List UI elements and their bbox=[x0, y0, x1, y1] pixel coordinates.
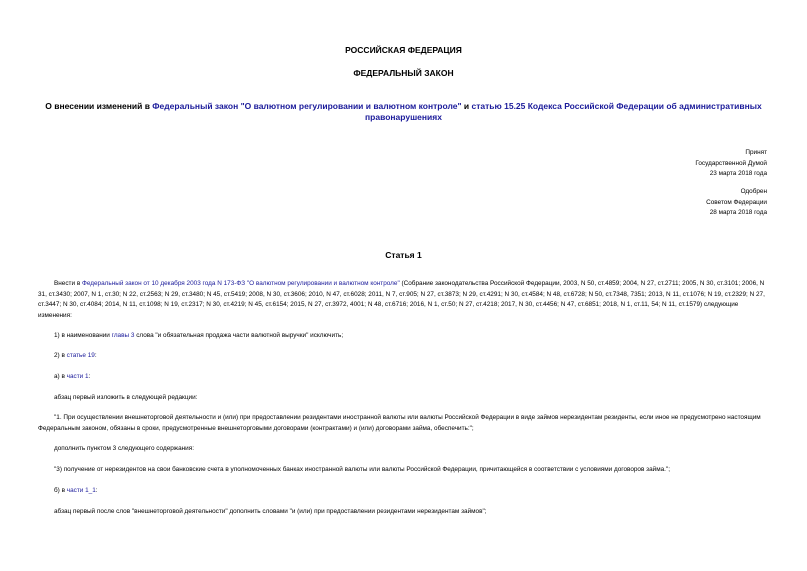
intro-pre: Внести в bbox=[54, 280, 82, 287]
title-mid: и bbox=[461, 101, 472, 111]
title-link-koap-article[interactable]: статью 15.25 Кодекса Российской Федерации об административных правонарушениях bbox=[365, 101, 762, 122]
part-1-1-amendment: абзац первый после слов "внешнеторговой деятельности" дополнить словами "и (или) при предоставлении резидентами нерезидентам займов"; bbox=[54, 508, 487, 515]
law-title bbox=[40, 101, 767, 123]
item-2a bbox=[38, 372, 786, 383]
item-2 bbox=[38, 351, 786, 362]
adopted-line-2: Государственной Думой bbox=[695, 159, 767, 167]
adopted-line-1: Принят bbox=[745, 149, 767, 156]
title-pre: О внесении изменений в bbox=[45, 101, 153, 111]
item-2b-post: : bbox=[95, 487, 98, 494]
approved-block bbox=[706, 187, 767, 219]
part-1-1-link[interactable]: части 1_1 bbox=[66, 487, 96, 494]
article-19-link[interactable]: статье 19 bbox=[66, 352, 95, 359]
adopted-line-3: 23 марта 2018 года bbox=[709, 170, 767, 177]
law-type-heading: ФЕДЕРАЛЬНЫЙ ЗАКОН bbox=[353, 68, 454, 78]
part-1-link[interactable]: части 1 bbox=[66, 373, 89, 380]
intro-law-link[interactable]: Федеральный закон от 10 декабря 2003 года N 173-ФЗ "О валютном регулировании и валютном контроле" bbox=[81, 280, 400, 287]
item-2b-pre: б) в bbox=[54, 487, 67, 494]
item-2b bbox=[38, 486, 786, 497]
approved-line-1: Одобрен bbox=[740, 188, 767, 195]
item-2a-pre: а) в bbox=[54, 373, 67, 380]
adopted-block bbox=[695, 148, 767, 180]
approved-line-2: Советом Федерации bbox=[706, 198, 767, 206]
item-2-post: : bbox=[94, 352, 97, 359]
article-heading: Статья 1 bbox=[385, 250, 422, 260]
intro-paragraph bbox=[38, 279, 770, 321]
new-part-1-text: "1. При осуществлении внешнеторговой деятельности и (или) при предоставлении резидентами иностранной валюты или валюты Российской Федерации в виде займов нерезидентам резиденты, если иное не предусмотрено настоящим Федеральным законом, обязаны в сроки, предусмотренные внешнеторговыми договорами (контрактами) и (или) договорами займа, обеспечить:"; bbox=[38, 414, 761, 432]
add-point-3-instruction: дополнить пунктом 3 следующего содержания: bbox=[54, 445, 194, 452]
country-heading: РОССИЙСКАЯ ФЕДЕРАЦИЯ bbox=[345, 45, 462, 55]
chapter-3-link[interactable]: главы 3 bbox=[111, 332, 135, 339]
paragraph-first-instruction: абзац первый изложить в следующей редакции: bbox=[54, 394, 198, 401]
item-2a-post: : bbox=[88, 373, 91, 380]
point-3-text: "3) получение от нерезидентов на свои банковские счета в уполномоченных банках иностранной валюты или валюты Российской Федерации, причитающейся в соответствии с условиями договоров займа."; bbox=[54, 466, 670, 473]
intro-post: (Собрание законодательства Российской Федерации, 2003, N 50, ст.4859; 2004, N 27, ст.2711; 2005, N 30, ст.3101; 2006, N 31, ст.3430; 2007, N 1, ст.30; N 22, ст.2563; N 29, ст.3480; N 45, ст.5419; 2008, N 30, ст.3606; 2010, N 47, ст.6028; 2011, N 7, ст.905; N 27, ст.3873; N 29, ст.4291; N 30, ст.4584; N 48, ст.6728; N 50, ст.7348, 7351; 2013, N 11, ст.1076; N 19, ст.2329; N 27, ст.3447; N 30, ст.4084; 2014, N 11, ст.1098; N 19, ст.2317; N 30, ст.4219; N 45, ст.6154; 2015, N 27, ст.3972, 4001; N 48, ст.6716; 2016, N 1, ст.50; N 27, ст.4218; 2017, N 30, ст.4456; N 47, ст.6851; 2018, N 1, ст.11, 54; N 11, ст.1579) следующие изменения: bbox=[38, 280, 765, 319]
item-2-pre: 2) в bbox=[54, 352, 67, 359]
item-1-pre: 1) в наименовании bbox=[54, 332, 112, 339]
approved-line-3: 28 марта 2018 года bbox=[709, 209, 767, 216]
item-1 bbox=[38, 331, 786, 342]
title-link-currency-law[interactable]: Федеральный закон "О валютном регулировании и валютном контроле" bbox=[152, 101, 462, 111]
item-1-post: слова "и обязательная продажа части валютной выручки" исключить; bbox=[134, 332, 344, 339]
